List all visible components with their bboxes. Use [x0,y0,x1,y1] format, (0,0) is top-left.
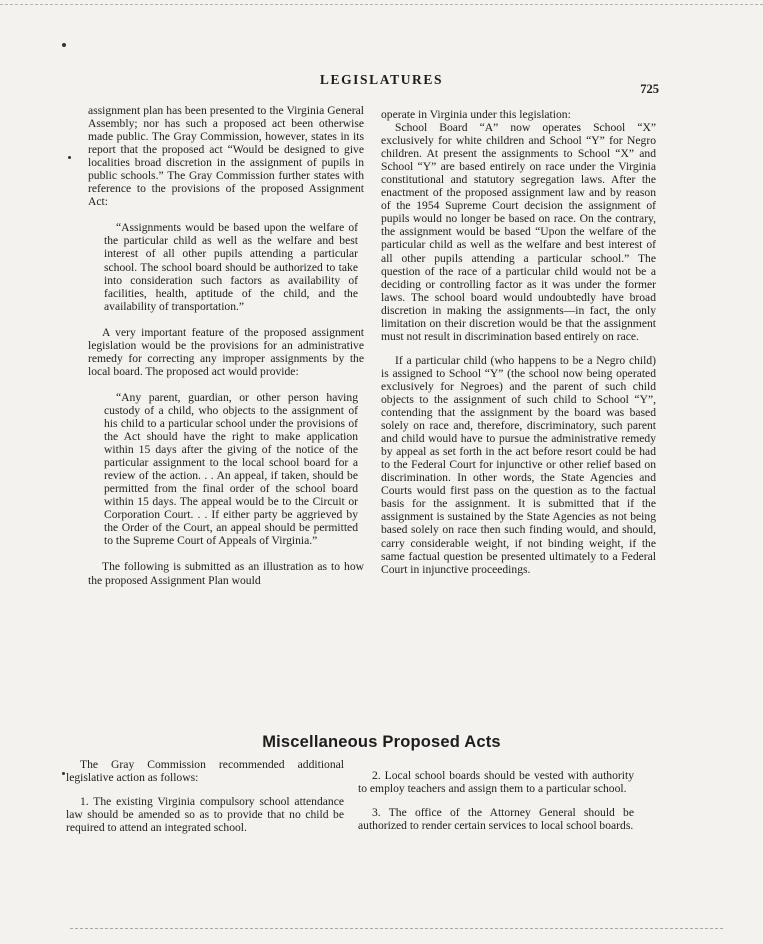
running-head: LEGISLATURES [319,72,444,87]
scan-speck [68,156,71,159]
paragraph: operate in Virginia under this legislation: [381,108,571,121]
section-heading: Miscellaneous Proposed Acts [262,733,501,751]
page-number: 725 [640,82,659,96]
paragraph: School Board “A” now operates School “X” exclusively for white children and School “Y” for Negro children. At present the assignments to School “X” and School “Y” are based entirely on race under the Virginia constitutional and statutory segregation laws. After the enactment of the proposed assignment law and by reason of the 1954 Supreme Court decision the assignment of pupils would no longer be based on race. On the contrary, the assignment would be based “Upon the welfare of the particular child as well as the welfare and best interest of all other pupils attending a particular school.” The question of the race of a particular child would not be a deciding or controlling factor as it was under the former laws. The school board would undoubtedly have broad discretion in making the assignments—in fact, the only limitation on their discretion would be that the assignment must not result in discrimination based entirely on race. [381,121,656,343]
scan-edge-top [0,4,763,5]
paragraph: The Gray Commission recommended additional legislative action as follows: [66,758,344,785]
list-item: 3. The office of the Attorney General should be authorized to render certain services to local school boards. [358,806,634,833]
paragraph: A very important feature of the proposed assignment legislation would be the provisions for an administrative remedy for correcting any improper assignments by the local board. The proposed act would provide: [88,325,364,378]
paragraph: assignment plan has been presented to the Virginia General Assembly; nor has such a proposed act been otherwise made public. The Gray Commission, however, states in its report that the proposed act “Would be designed to give localities broad discretion in the assignment of pupils in public schools.” The Gray Commission further states with reference to the provisions of the proposed Assignment Act: [88,104,364,209]
misc-left-column [66,758,344,834]
scan-edge-bottom [70,928,723,929]
block-quote [88,221,364,312]
scan-speck [62,772,65,775]
quote-text: “Any parent, guardian, or other person having custody of a child, who objects to the assignment of his child to a particular school under the provisions of the Act should have the right to make application within 15 days after the giving of the notice of the particular assignment to the local school board for a review of the action. . . An appeal, if taken, should be permitted from the final order of the school board within 15 days. The appeal would be to the Circuit or Corporation Court. . . If either party be aggrieved by the Order of the Court, an appeal should be permitted to the Supreme Court of Appeals of Virginia.” [104,390,358,548]
paragraph: If a particular child (who happens to be a Negro child) is assigned to School “Y” (the school now being operated exclusively for Negroes) and the parent of such child objects to the assignment of such child to School “Y”, contending that the assignment by the board was based solely on race and, therefore, discriminatory, such parent and child would have to pursue the administrative remedy by appeal as set forth in the act before resort could be had to the Federal Court for injunctive or other relief based on discrimination. In other words, the State Agencies and Courts would first pass on the question as to the factual basis for the assignment. It is submitted that if the assignment is sustained by the State Agencies as not being based solely on race then such finding would, and should, carry considerable weight, if not binding weight, if the same factual question be presented ultimately to a Federal Court in injunctive proceedings. [381,353,656,576]
left-column [88,104,364,587]
misc-right-column [358,769,634,832]
paragraph: The following is submitted as an illustration as to how the proposed Assignment Plan would [88,560,364,587]
block-quote [88,391,364,548]
list-item: 2. Local school boards should be vested with authority to employ teachers and assign them to a particular school. [358,769,634,796]
quote-text: “Assignments would be based upon the welfare of the particular child as well as the welfare and best interest of all other pupils attending a particular school. The school board should be authorized to take into consideration such factors as availability of facilities, health, aptitude of the child, and the availability of transportation.” [104,221,358,313]
scan-speck [62,43,66,47]
list-item: 1. The existing Virginia compulsory school attendance law should be amended so as to provide that no child be required to attend an integrated school. [66,795,344,835]
right-column [381,108,656,576]
